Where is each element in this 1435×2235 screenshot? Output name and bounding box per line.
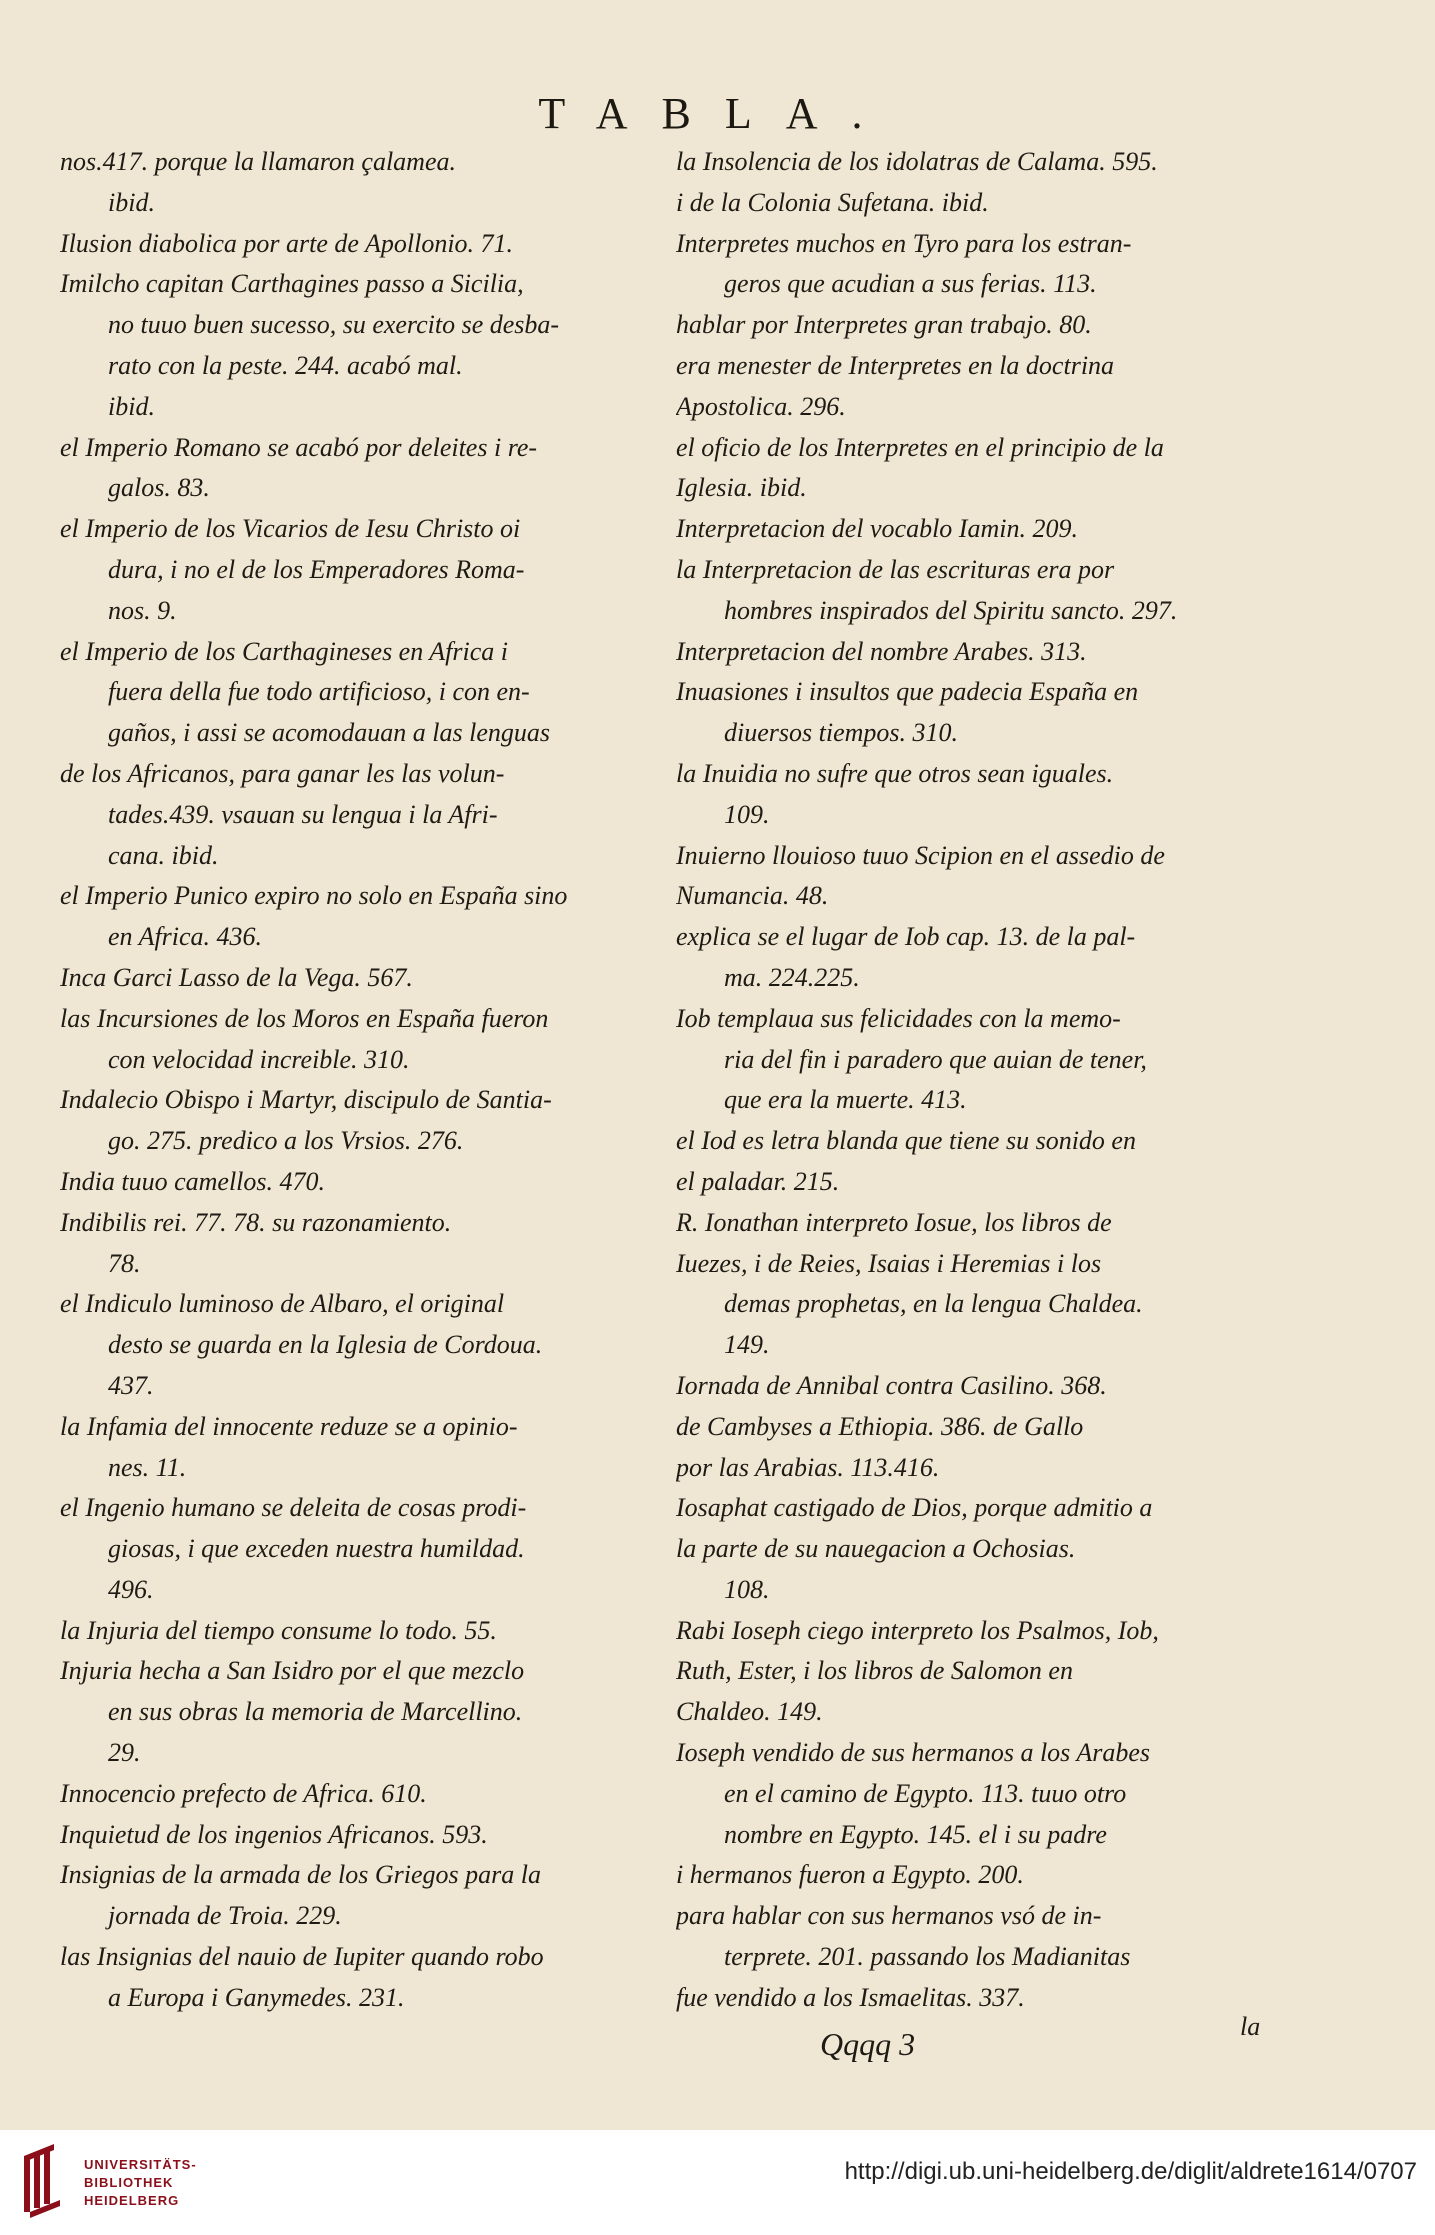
index-entry-line: Iosaphat castigado de Dios, porque admitio a [676, 1493, 1153, 1523]
index-entry-line: explica se el lugar de Iob cap. 13. de la pal- [676, 922, 1136, 952]
index-entry-line: hablar por Interpretes gran trabajo. 80. [676, 310, 1092, 340]
index-entry-line: India tuuo camellos. 470. [60, 1166, 326, 1196]
index-entry-line: Iornada de Annibal contra Casilino. 368. [676, 1370, 1107, 1400]
index-entry-line: las Incursiones de los Moros en España fueron [60, 1003, 549, 1033]
index-entry-line: el paladar. 215. [676, 1166, 840, 1196]
institution-line: BIBLIOTHEK [84, 2175, 174, 2190]
index-entry-line: de Cambyses a Ethiopia. 386. de Gallo [676, 1411, 1084, 1441]
catchword: la [1240, 2012, 1261, 2041]
library-logo-icon [20, 2142, 66, 2220]
index-entry-line: en sus obras la memoria de Marcellino. [108, 1697, 523, 1727]
index-entry-line: rato con la peste. 244. acabó mal. [108, 350, 463, 380]
index-entry-line: Inuasiones i insultos que padecia España en [676, 677, 1139, 707]
index-entry-line: con velocidad increible. 310. [108, 1044, 410, 1074]
index-entry-line: tades.439. vsauan su lengua i la Afri- [108, 799, 498, 829]
institution-line: HEIDELBERG [84, 2193, 180, 2208]
index-entry-line: 109. [724, 799, 770, 829]
index-entry-line: Numancia. 48. [676, 881, 829, 911]
index-entry-line: Interpretacion del nombre Arabes. 313. [676, 636, 1087, 666]
index-entry-line: diuersos tiempos. 310. [724, 718, 958, 748]
index-entry-line: Iob templaua sus felicidades con la memo- [676, 1003, 1121, 1033]
index-entry-line: nombre en Egypto. 145. el i su padre [724, 1819, 1107, 1849]
index-entry-line: 29. [108, 1738, 141, 1768]
index-entry-line: las Insignias del nauio de Iupiter quando robo [60, 1942, 544, 1972]
index-entry-line: Iglesia. ibid. [676, 473, 807, 503]
index-entry-line: Inuierno llouioso tuuo Scipion en el assedio de [676, 840, 1165, 870]
index-entry-line: nos. 9. [108, 595, 177, 625]
footer-bar [0, 2130, 1435, 2235]
index-entry-line: i hermanos fueron a Egypto. 200. [676, 1860, 1024, 1890]
index-entry-line: el Imperio Punico expiro no solo en España sino [60, 881, 568, 911]
index-entry-line: Inquietud de los ingenios Africanos. 593. [60, 1819, 488, 1849]
index-entry-line: 496. [108, 1574, 154, 1604]
index-entry-line: en Africa. 436. [108, 922, 263, 952]
index-entry-line: la Interpretacion de las escrituras era por [676, 554, 1115, 584]
index-entry-line: desto se guarda en la Iglesia de Cordoua. [108, 1330, 543, 1360]
index-entry-line: ibid. [108, 187, 155, 217]
index-entry-line: Ioseph vendido de sus hermanos a los Arabes [676, 1738, 1150, 1768]
index-entry-line: Innocencio prefecto de Africa. 610. [60, 1778, 427, 1808]
index-entry-line: la Infamia del innocente reduze se a opinio- [60, 1411, 518, 1441]
index-entry-line: Inca Garci Lasso de la Vega. 567. [60, 962, 413, 992]
index-entry-line: el Indiculo luminoso de Albaro, el original [60, 1289, 505, 1319]
index-entry-line: Injuria hecha a San Isidro por el que mezclo [60, 1656, 525, 1686]
index-entry-line: Rabi Ioseph ciego interpreto los Psalmos, Iob, [676, 1615, 1159, 1645]
index-entry-line: nos.417. porque la llamaron çalamea. [60, 147, 456, 176]
index-entry-line: en el camino de Egypto. 113. tuuo otro [724, 1778, 1127, 1808]
index-entry-line: gaños, i assi se acomodauan a las lenguas [108, 718, 550, 748]
index-entry-line: la parte de su nauegacion a Ochosias. [676, 1534, 1076, 1564]
index-entry-line: Indibilis rei. 77. 78. su razonamiento. [60, 1207, 452, 1237]
index-entry-line: por las Arabias. 113.416. [676, 1452, 940, 1482]
index-entry-line: 108. [724, 1574, 770, 1604]
index-entry-line: fue vendido a los Ismaelitas. 337. [676, 1982, 1025, 2012]
index-entry-line: fuera della fue todo artificioso, i con en- [108, 677, 530, 707]
index-entry-line: Interpretes muchos en Tyro para los estran- [676, 228, 1132, 258]
index-entry-line: 78. [108, 1248, 141, 1278]
index-entry-line: Insignias de la armada de los Griegos para la [60, 1860, 541, 1890]
index-entry-line: Imilcho capitan Carthagines passo a Sicilia, [60, 269, 524, 299]
index-column-right [676, 142, 1286, 2019]
index-entry-line: go. 275. predico a los Vrsios. 276. [108, 1126, 464, 1156]
index-entry-line: era menester de Interpretes en la doctrina [676, 350, 1115, 380]
index-entry-line: jornada de Troia. 229. [108, 1901, 342, 1931]
index-entry-line: Iuezes, i de Reies, Isaias i Heremias i los [676, 1248, 1102, 1278]
index-entry-line: galos. 83. [108, 473, 210, 503]
institution-line: UNIVERSITÄTS- [84, 2157, 197, 2172]
index-entry-line: la Injuria del tiempo consume lo todo. 55. [60, 1615, 497, 1645]
index-entry-line: Ruth, Ester, i los libros de Salomon en [676, 1656, 1073, 1686]
index-entry-line: a Europa i Ganymedes. 231. [108, 1982, 405, 2012]
index-entry-line: giosas, i que exceden nuestra humildad. [108, 1534, 525, 1564]
index-entry-line: el Imperio Romano se acabó por deleites i re- [60, 432, 538, 462]
index-entry-line: nes. 11. [108, 1452, 187, 1482]
index-entry-line: el Ingenio humano se deleita de cosas prodi- [60, 1493, 527, 1523]
index-entry-line: demas prophetas, en la lengua Chaldea. [724, 1289, 1143, 1319]
index-entry-line: geros que acudian a sus ferias. 113. [724, 269, 1097, 299]
index-entry-line: el Iod es letra blanda que tiene su sonido en [676, 1126, 1136, 1156]
index-entry-line: dura, i no el de los Emperadores Roma- [108, 554, 525, 584]
index-entry-line: ibid. [108, 391, 155, 421]
index-entry-line: que era la muerte. 413. [724, 1085, 967, 1115]
index-entry-line: 149. [724, 1330, 770, 1360]
index-entry-line: el Imperio de los Vicarios de Iesu Christo oi [60, 514, 521, 544]
index-entry-line: la Inuidia no sufre que otros sean iguales. [676, 758, 1114, 788]
index-entry-line: hombres inspirados del Spiritu sancto. 297. [724, 595, 1178, 625]
index-entry-line: Chaldeo. 149. [676, 1697, 823, 1727]
index-entry-line: i de la Colonia Sufetana. ibid. [676, 187, 989, 217]
index-entry-line: para hablar con sus hermanos vsó de in- [676, 1901, 1102, 1931]
index-column-left [60, 142, 670, 2019]
index-entry-line: la Insolencia de los idolatras de Calama. 595. [676, 147, 1158, 176]
index-entry-line: terprete. 201. passando los Madianitas [724, 1942, 1131, 1972]
permalink-url[interactable]: http://digi.ub.uni-heidelberg.de/diglit/aldrete1614/0707 [844, 2158, 1417, 2185]
index-entry-line: no tuuo buen sucesso, su exercito se desba- [108, 310, 560, 340]
index-entry-line: Indalecio Obispo i Martyr, discipulo de Santia- [60, 1085, 552, 1115]
index-entry-line: de los Africanos, para ganar les las volun- [60, 758, 505, 788]
index-entry-line: Interpretacion del vocablo Iamin. 209. [676, 514, 1078, 544]
index-entry-line: el oficio de los Interpretes en el principio de la [676, 432, 1164, 462]
index-entry-line: el Imperio de los Carthagineses en Africa i [60, 636, 508, 666]
index-entry-line: R. Ionathan interpreto Iosue, los libros de [676, 1207, 1112, 1237]
index-entry-line: cana. ibid. [108, 840, 219, 870]
running-title: TABLA. [538, 89, 897, 138]
signature-mark: Qqqq 3 [820, 2026, 916, 2062]
index-entry-line: ria del fin i paradero que auian de tener, [724, 1044, 1147, 1074]
index-entry-line: Apostolica. 296. [676, 391, 846, 421]
institution-name [84, 2156, 197, 2210]
index-entry-line: ma. 224.225. [724, 962, 860, 992]
index-entry-line: 437. [108, 1370, 154, 1400]
index-entry-line: Ilusion diabolica por arte de Apollonio. 71. [60, 228, 514, 258]
